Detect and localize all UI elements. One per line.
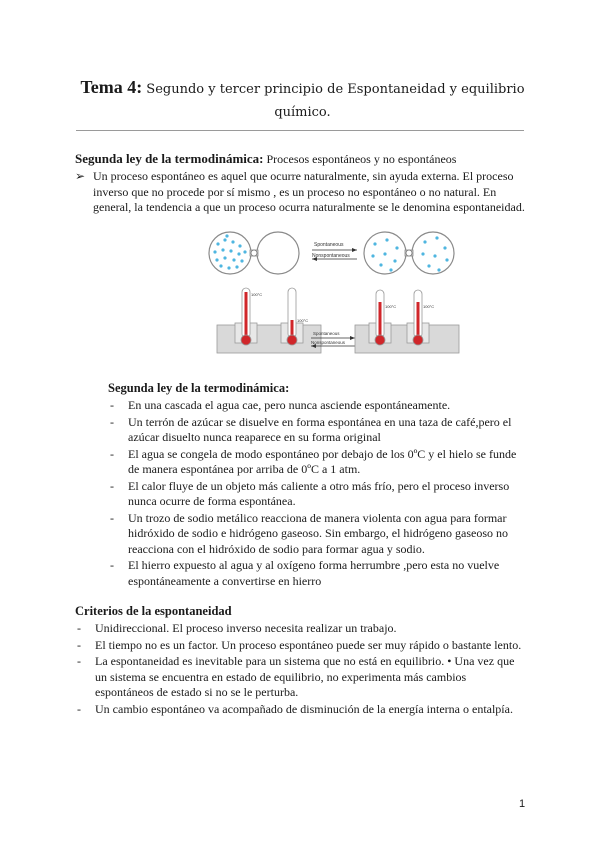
top-spontaneous-label: Spontaneous [314,242,344,248]
dash-bullet: - [77,621,81,635]
bottom-nonspontaneous-label: Nonspontaneous [311,340,346,345]
dash-bullet: - [110,398,114,412]
list-item-text: Un terrón de azúcar se disuelve en forma espontánea en una taza de café,pero el azúcar disuelto nunca reaparece en su forma original [128,414,512,444]
thermometer-pair-left [217,288,321,353]
flask-pair-right [364,232,454,274]
section1-heading-rest: Procesos espontáneos y no espontáneos [266,152,457,166]
list-item [108,479,528,510]
thermometer-1-label: 100°C [251,292,263,297]
arrow-bullet-icon: ➢ [75,169,86,183]
list-item [75,621,525,637]
spontaneity-figure [205,230,470,355]
list-item [108,558,528,589]
thermometer-4-label: 100°C [423,304,435,309]
dash-bullet: - [110,446,114,461]
list-item-text: El tiempo no es un factor. Un proceso espontáneo puede ser muy rápido o bastante lento. [95,637,522,652]
section1-paragraph: Un proceso espontáneo es aquel que ocurre naturalmente, sin ayuda externa. El proceso inverso que no procede por sí mismo , es un proceso no espontáneo o no natural. En general, la tendencia a que un proceso ocurra naturalmente se le denomina espontaneidad. [93,169,525,214]
dash-bullet: - [77,637,81,652]
arrow-list-item [75,169,525,216]
list-item-text: El hierro expuesto al agua y al oxígeno forma herrumbre ,pero esta no vuelve espontáneamente a convertirse en hierro [128,558,500,588]
top-nonspontaneous-label: Nonspontaneous [312,253,350,259]
section1-heading [75,151,525,167]
list-item-text: El agua se congela de modo espontáneo por debajo de los 0ºC y el hielo se funde de manera espontánea por arriba de 0ºC a 1 atm. [128,446,517,476]
section1-heading-bold: Segunda ley de la termodinámica: [75,151,264,166]
page-number: 1 [519,798,526,810]
list-item-text: La espontaneidad es inevitable para un sistema que no está en equilibrio. • Una vez que un sistema se encuentra en estado de equilibrio, no experimenta más cambios espontáneos de estado si no se le perturba. [95,654,515,699]
list-item [108,447,528,478]
dash-bullet: - [77,654,81,668]
document-title [80,76,525,124]
section3-heading: Criterios de la espontaneidad [75,604,232,618]
bottom-spontaneous-label: Spontaneous [313,331,340,336]
list-item-text: El calor fluye de un objeto más caliente a otro más frío, pero el proceso inverso nunca ocurre de forma espontánea. [128,478,510,508]
flask-pair-left [209,232,299,274]
title-number: Tema 4: [80,77,143,97]
list-item [75,702,525,718]
dash-bullet: - [110,558,114,572]
criteria-list [75,621,525,717]
thermometer-2-label: 100°C [297,318,309,323]
list-item-text: Unidireccional. El proceso inverso necesita realizar un trabajo. [95,621,397,635]
list-item [108,415,528,446]
figure-illustration [205,230,470,355]
examples-list [108,398,528,589]
dash-bullet: - [110,510,114,525]
section-spontaneous-processes [75,151,525,216]
list-item [108,511,528,558]
section2-heading: Segunda ley de la termodinámica: [108,381,290,395]
dash-bullet: - [110,478,114,493]
dash-bullet: - [77,701,81,716]
list-item [75,654,525,701]
thermometer-pair-right [355,290,459,353]
list-item [108,398,528,414]
dash-bullet: - [110,414,114,429]
section-second-law-examples [108,381,528,590]
section-spontaneity-criteria [75,604,525,718]
list-item-text: Un cambio espontáneo va acompañado de disminución de la energía interna o entalpía. [95,701,513,716]
title-divider [76,130,524,131]
list-item [75,638,525,654]
list-item-text: Un trozo de sodio metálico reacciona de manera violenta con agua para formar hidróxido de sodio e hidrógeno gaseoso. Sin embargo, el hidrógeno gaseoso no reacciona con el hidróxido de sodio para formar agua y sodio. [128,510,509,556]
title-text: Segundo y tercer principio de Espontaneidad y equilibrio químico. [146,82,525,120]
list-item-text: En una cascada el agua cae, pero nunca asciende espontáneamente. [128,398,451,412]
thermometer-3-label: 100°C [385,304,397,309]
